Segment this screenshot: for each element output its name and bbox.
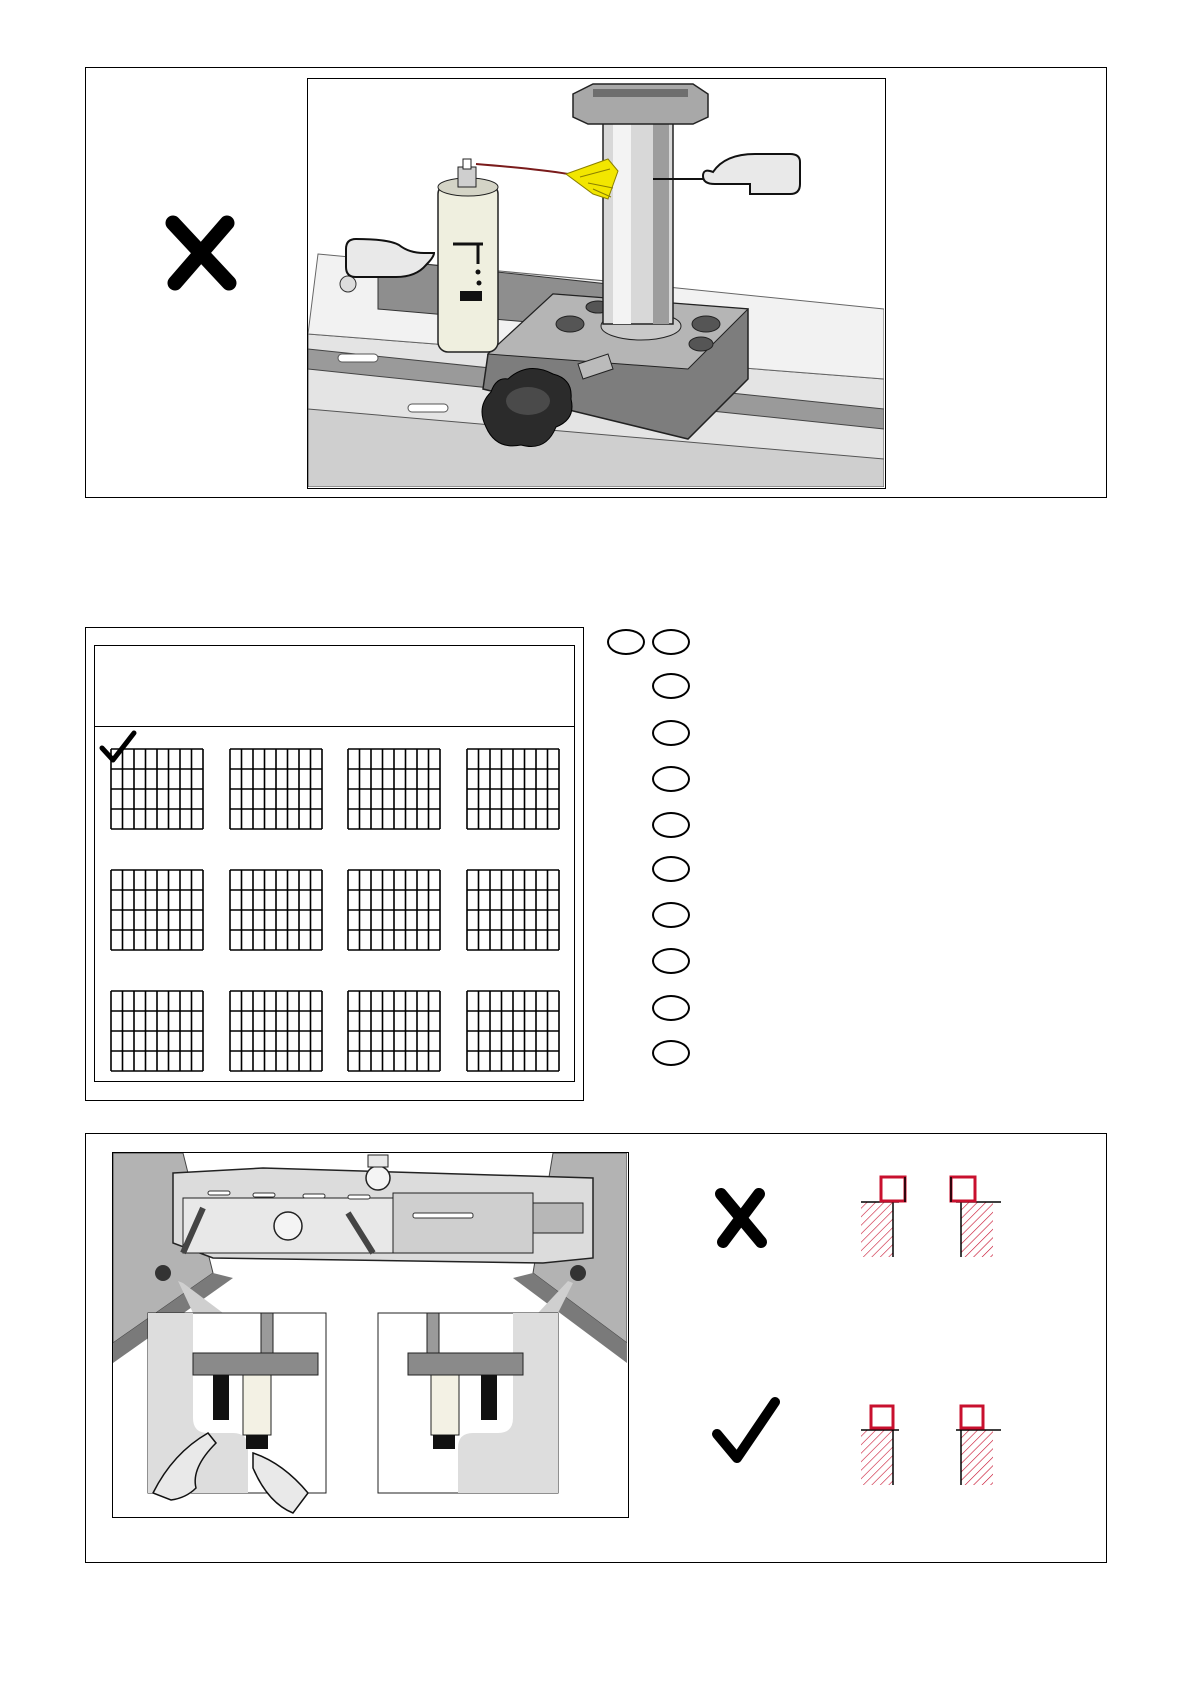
- language-code-circle: [652, 902, 690, 928]
- schedule-grid: [110, 990, 204, 1072]
- check-mark-icon: [711, 1396, 781, 1468]
- language-code-circle: [652, 948, 690, 974]
- language-code-circle: [652, 812, 690, 838]
- schedule-grid: [347, 990, 441, 1072]
- schedule-grid: [466, 869, 560, 951]
- language-code-circle: [607, 629, 645, 655]
- schedule-grid: [229, 748, 323, 830]
- schedule-grid: [347, 748, 441, 830]
- cross-mark-icon: [711, 1186, 771, 1250]
- schedule-header: [95, 646, 574, 727]
- language-code-circle: [652, 1040, 690, 1066]
- figure-schedule: [85, 627, 584, 1101]
- language-code-circle: [652, 995, 690, 1021]
- language-code-circle: [652, 673, 690, 699]
- schedule-grid: [466, 990, 560, 1072]
- language-code-circle: [652, 856, 690, 882]
- lubrication-illustration: [307, 78, 886, 489]
- mounting-illustration: [112, 1152, 629, 1518]
- correct-mounting-diagram: [861, 1402, 1011, 1487]
- schedule-grid: [466, 748, 560, 830]
- schedule-grid: [110, 748, 204, 830]
- cross-mark-icon: [161, 213, 241, 293]
- schedule-grid: [110, 869, 204, 951]
- schedule-grid: [229, 990, 323, 1072]
- figure-lubrication: [85, 67, 1107, 498]
- schedule-grid: [347, 869, 441, 951]
- language-code-circle: [652, 720, 690, 746]
- language-code-circle: [652, 629, 690, 655]
- schedule-grid: [229, 869, 323, 951]
- figure-mounting: [85, 1133, 1107, 1563]
- language-code-circle: [652, 766, 690, 792]
- wrong-mounting-diagram: [861, 1174, 1011, 1259]
